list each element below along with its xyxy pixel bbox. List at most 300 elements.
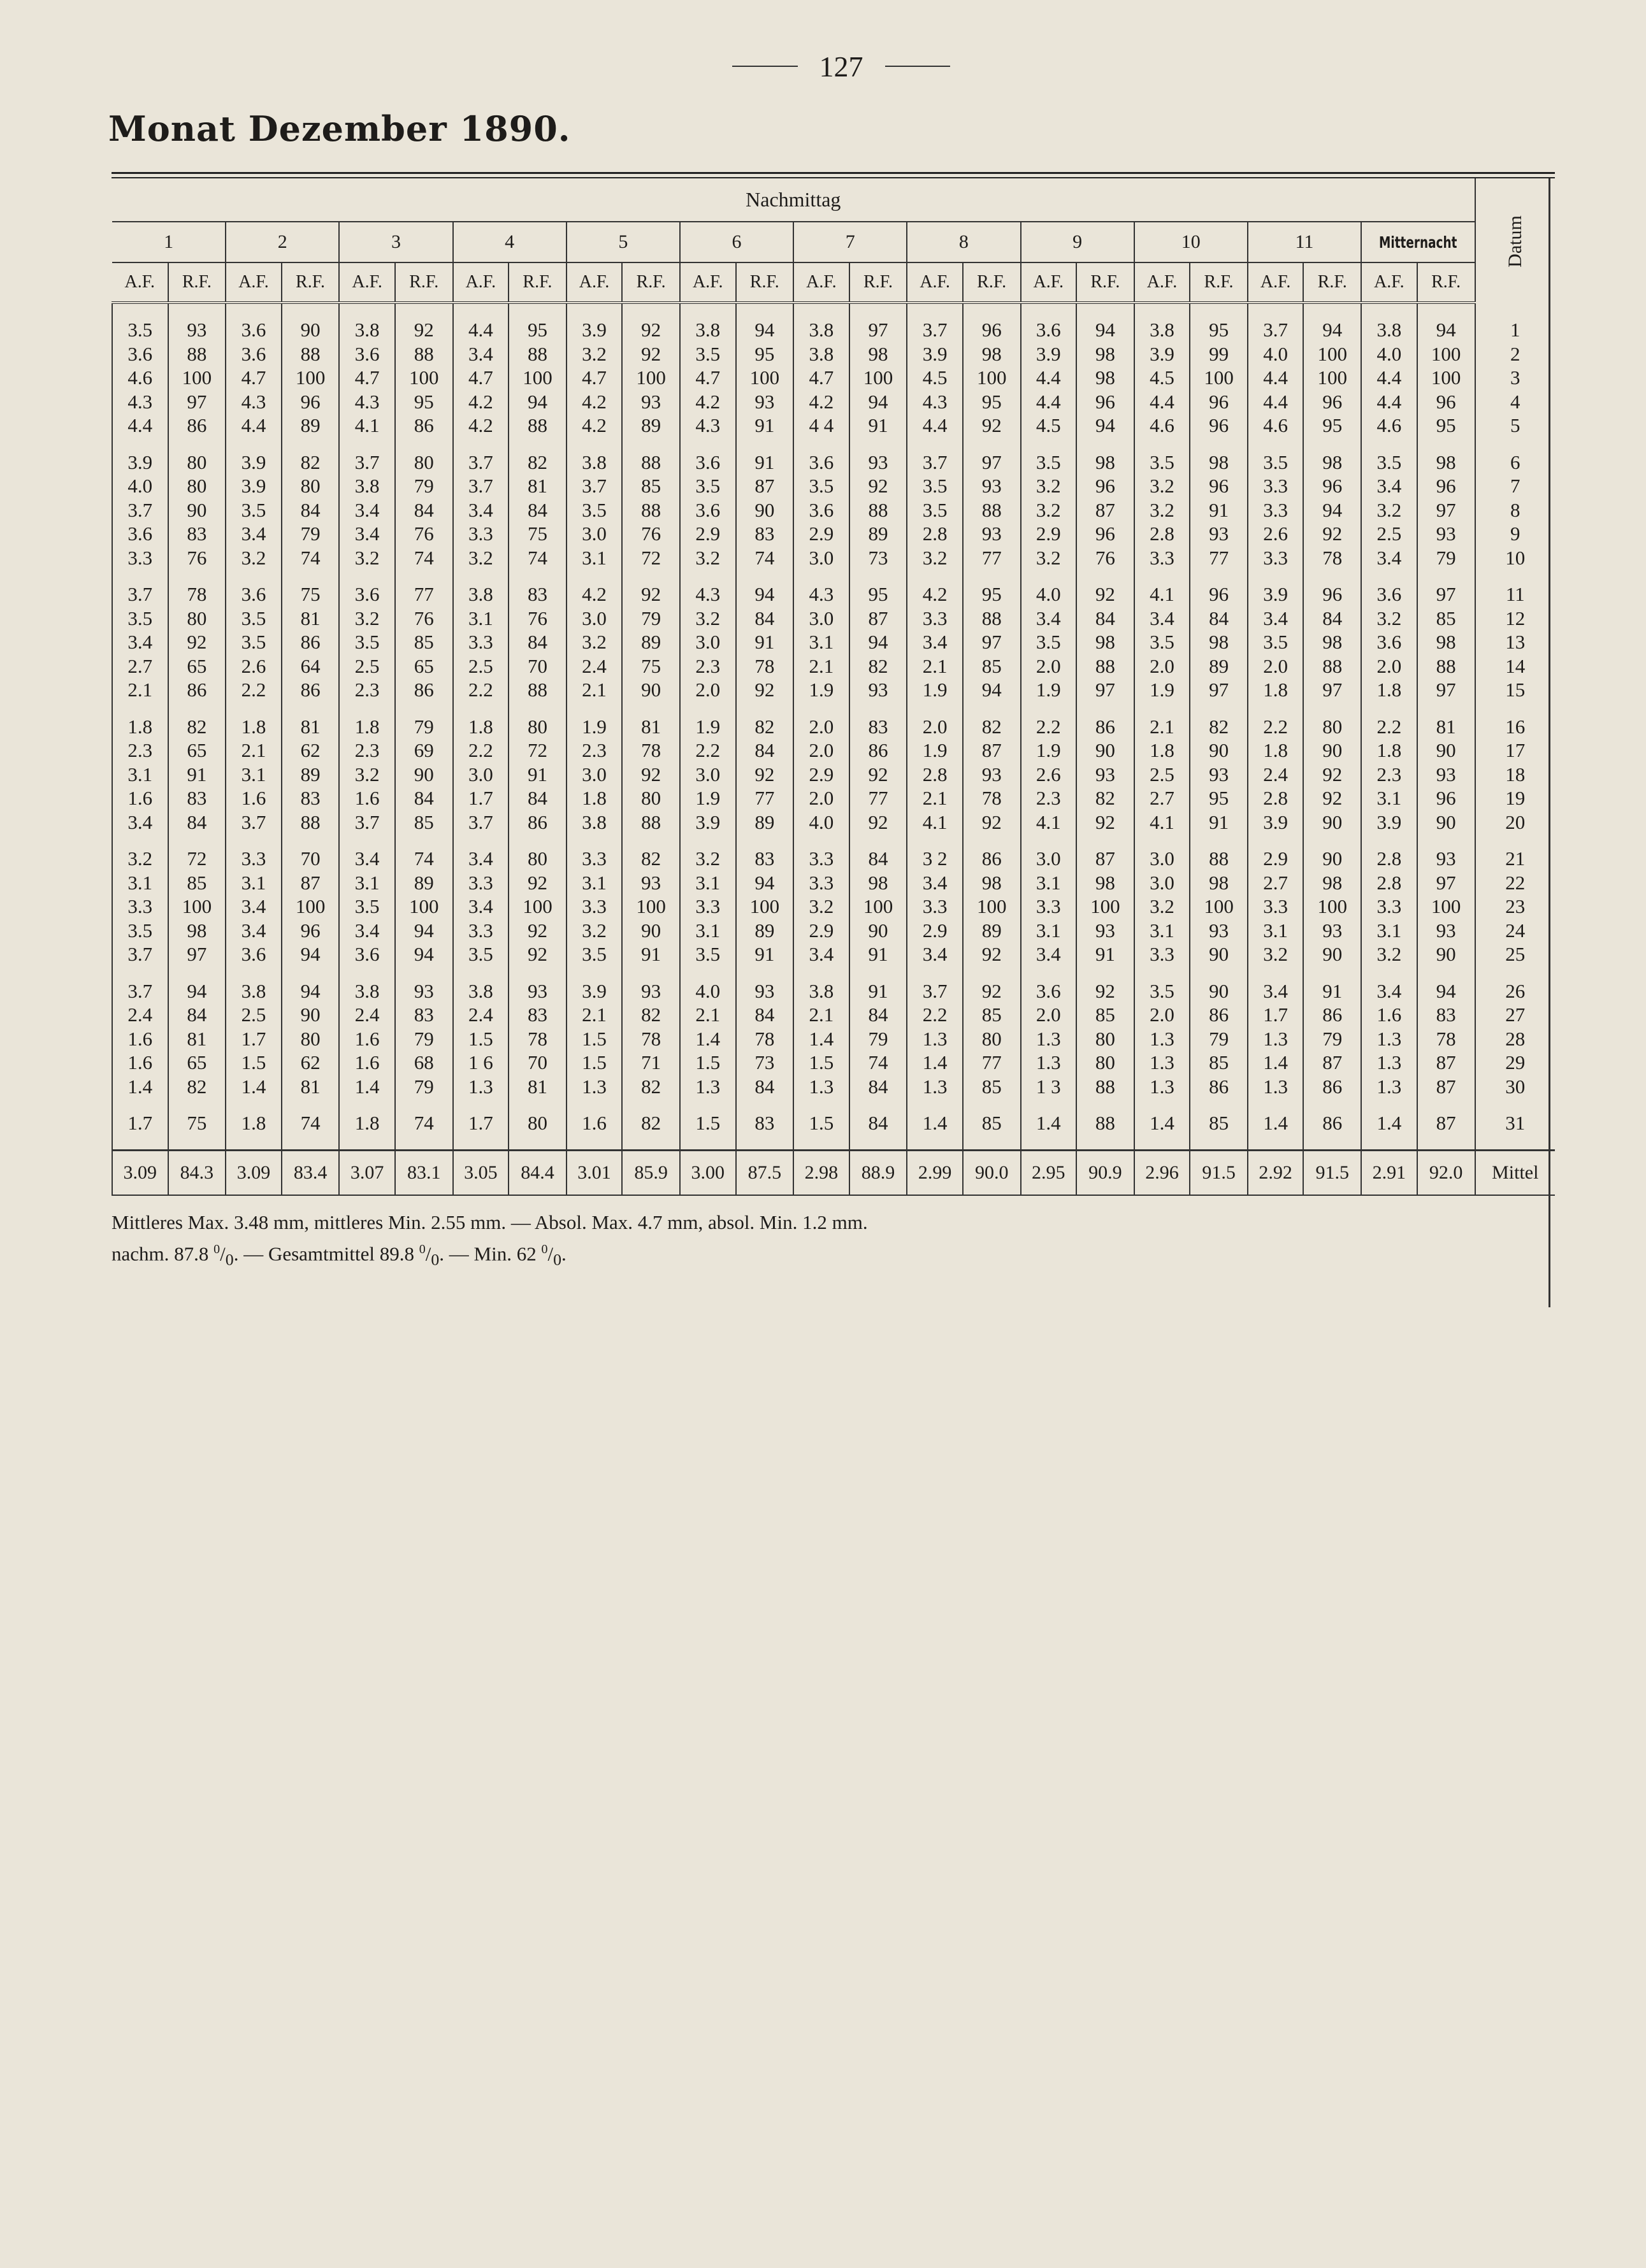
af-cell: 1.3 xyxy=(793,1075,849,1099)
rf-cell: 98 xyxy=(1417,450,1475,475)
rf-cell: 85 xyxy=(963,1003,1021,1027)
af-cell: 3.4 xyxy=(1021,606,1077,631)
rf-cell: 88 xyxy=(509,678,567,702)
af-cell: 2.5 xyxy=(226,1003,282,1027)
af-cell: 3.7 xyxy=(567,474,623,498)
rf-cell: 80 xyxy=(1303,715,1361,739)
af-cell: 3.8 xyxy=(339,979,395,1003)
rf-cell: 95 xyxy=(1303,413,1361,438)
af-cell: 3.7 xyxy=(907,450,963,475)
af-cell: 1.3 xyxy=(1134,1075,1190,1099)
af-mean-cell: 3.01 xyxy=(567,1150,623,1195)
rf-cell: 96 xyxy=(1076,474,1134,498)
spacer-row xyxy=(112,834,1555,847)
af-cell: 2.0 xyxy=(793,738,849,763)
hour-header-2: 2 xyxy=(226,222,339,262)
af-cell: 3.9 xyxy=(226,474,282,498)
group-header-nachmittag: Nachmittag xyxy=(112,178,1475,222)
rf-cell: 88 xyxy=(963,498,1021,522)
af-cell: 3.0 xyxy=(1134,871,1190,895)
rf-cell: 71 xyxy=(622,1051,680,1075)
rf-cell: 92 xyxy=(1303,522,1361,546)
af-cell: 1.5 xyxy=(453,1027,509,1051)
af-cell: 3.8 xyxy=(567,450,623,475)
rf-cell: 81 xyxy=(509,1075,567,1099)
rf-cell: 88 xyxy=(1076,654,1134,678)
af-cell: 3.5 xyxy=(680,942,736,966)
rf-cell: 100 xyxy=(509,894,567,919)
rf-cell: 96 xyxy=(1303,390,1361,414)
rf-cell: 93 xyxy=(395,979,453,1003)
rf-header-1: R.F. xyxy=(168,262,226,303)
af-cell: 1.9 xyxy=(680,715,736,739)
rf-mean-cell: 84.3 xyxy=(168,1150,226,1195)
rf-cell: 84 xyxy=(849,1111,907,1135)
rf-cell: 97 xyxy=(849,318,907,342)
table-row xyxy=(112,654,1555,678)
af-cell: 3.6 xyxy=(339,342,395,366)
hour-header-5: 5 xyxy=(567,222,680,262)
rf-cell: 80 xyxy=(963,1027,1021,1051)
af-cell: 3.3 xyxy=(1248,498,1304,522)
af-cell: 3.5 xyxy=(680,474,736,498)
af-cell: 3.8 xyxy=(453,582,509,606)
rf-cell: 94 xyxy=(509,390,567,414)
rf-cell: 78 xyxy=(622,738,680,763)
af-cell: 2.0 xyxy=(680,678,736,702)
page-title: Monat Dezember 1890. xyxy=(108,108,571,149)
rf-cell: 91 xyxy=(1303,979,1361,1003)
rf-cell: 82 xyxy=(963,715,1021,739)
af-cell: 1.8 xyxy=(339,715,395,739)
rf-cell: 65 xyxy=(168,654,226,678)
rf-cell: 79 xyxy=(282,522,340,546)
af-cell: 3.0 xyxy=(680,763,736,787)
af-cell: 1.7 xyxy=(453,1111,509,1135)
af-cell: 3.1 xyxy=(1361,919,1417,943)
rf-cell: 83 xyxy=(282,786,340,810)
af-cell: 3.2 xyxy=(226,546,282,570)
rf-header-11: R.F. xyxy=(1303,262,1361,303)
af-cell: 3.3 xyxy=(1248,546,1304,570)
rf-cell: 77 xyxy=(963,546,1021,570)
rf-cell: 85 xyxy=(963,1075,1021,1099)
af-mean-cell: 2.95 xyxy=(1021,1150,1077,1195)
af-cell: 1.9 xyxy=(1021,738,1077,763)
footnote-min: Min. 62 xyxy=(473,1242,537,1265)
rf-cell: 94 xyxy=(736,582,794,606)
af-cell: 1 3 xyxy=(1021,1075,1077,1099)
datum-cell: 28 xyxy=(1475,1027,1555,1051)
datum-cell: 11 xyxy=(1475,582,1555,606)
rf-cell: 98 xyxy=(849,871,907,895)
af-cell: 1.6 xyxy=(1361,1003,1417,1027)
af-cell: 1.5 xyxy=(567,1027,623,1051)
af-cell: 4.5 xyxy=(1021,413,1077,438)
rf-cell: 86 xyxy=(282,678,340,702)
af-cell: 3.5 xyxy=(567,498,623,522)
rf-header-10: R.F. xyxy=(1190,262,1248,303)
rf-cell: 81 xyxy=(1417,715,1475,739)
rf-cell: 86 xyxy=(168,678,226,702)
rf-cell: 74 xyxy=(509,546,567,570)
rf-cell: 95 xyxy=(1190,318,1248,342)
af-cell: 3.6 xyxy=(226,582,282,606)
rf-cell: 75 xyxy=(282,582,340,606)
af-cell: 3.3 xyxy=(793,847,849,871)
af-cell: 1.8 xyxy=(339,1111,395,1135)
af-cell: 3.3 xyxy=(793,871,849,895)
datum-cell: 6 xyxy=(1475,450,1555,475)
rf-cell: 89 xyxy=(282,413,340,438)
rf-cell: 88 xyxy=(282,810,340,835)
rf-cell: 86 xyxy=(168,413,226,438)
rf-cell: 97 xyxy=(1417,498,1475,522)
af-cell: 4.3 xyxy=(226,390,282,414)
rf-cell: 90 xyxy=(282,318,340,342)
rf-cell: 64 xyxy=(282,654,340,678)
rf-cell: 95 xyxy=(963,582,1021,606)
af-cell: 3.4 xyxy=(1248,606,1304,631)
af-cell: 3.9 xyxy=(1134,342,1190,366)
rf-cell: 81 xyxy=(509,474,567,498)
rf-cell: 82 xyxy=(282,450,340,475)
af-cell: 3.9 xyxy=(680,810,736,835)
hour-header-1: 1 xyxy=(112,222,226,262)
af-cell: 2.1 xyxy=(112,678,168,702)
table-row xyxy=(112,522,1555,546)
rf-mean-cell: 92.0 xyxy=(1417,1150,1475,1195)
rf-cell: 75 xyxy=(622,654,680,678)
rf-header-7: R.F. xyxy=(849,262,907,303)
rf-cell: 65 xyxy=(395,654,453,678)
af-cell: 3.2 xyxy=(1361,942,1417,966)
af-cell: 3.4 xyxy=(339,522,395,546)
rf-cell: 85 xyxy=(1190,1051,1248,1075)
rf-cell: 85 xyxy=(1417,606,1475,631)
af-cell: 2.2 xyxy=(1248,715,1304,739)
af-cell: 2.9 xyxy=(793,763,849,787)
rf-cell: 90 xyxy=(1303,847,1361,871)
af-cell: 2.0 xyxy=(1361,654,1417,678)
af-cell: 3.7 xyxy=(339,810,395,835)
rf-cell: 78 xyxy=(736,654,794,678)
af-cell: 1.5 xyxy=(680,1111,736,1135)
rf-cell: 77 xyxy=(736,786,794,810)
rf-cell: 86 xyxy=(1076,715,1134,739)
af-cell: 3.7 xyxy=(112,942,168,966)
spacer-row xyxy=(112,1098,1555,1111)
af-cell: 1.9 xyxy=(1021,678,1077,702)
af-cell: 1.7 xyxy=(1248,1003,1304,1027)
af-cell: 1.6 xyxy=(339,1027,395,1051)
af-cell: 3.3 xyxy=(907,606,963,631)
rf-header-4: R.F. xyxy=(509,262,567,303)
table-row xyxy=(112,678,1555,702)
af-cell: 2.1 xyxy=(226,738,282,763)
rf-cell: 100 xyxy=(1303,894,1361,919)
af-cell: 3.2 xyxy=(1361,498,1417,522)
percent-den: 0 xyxy=(225,1250,234,1269)
table-row xyxy=(112,474,1555,498)
hour-header-8: 8 xyxy=(907,222,1020,262)
af-cell: 3.7 xyxy=(339,450,395,475)
af-cell: 3.4 xyxy=(1021,942,1077,966)
af-cell: 2.1 xyxy=(567,678,623,702)
rf-cell: 87 xyxy=(1303,1051,1361,1075)
left-dash xyxy=(732,66,798,67)
rf-cell: 98 xyxy=(1417,630,1475,654)
af-cell: 4.7 xyxy=(226,366,282,390)
af-cell: 1.4 xyxy=(339,1075,395,1099)
rf-cell: 81 xyxy=(282,606,340,631)
af-cell: 1.8 xyxy=(1248,738,1304,763)
af-cell: 4.3 xyxy=(680,413,736,438)
rf-mean-cell: 91.5 xyxy=(1190,1150,1248,1195)
rf-cell: 100 xyxy=(849,894,907,919)
rf-cell: 95 xyxy=(395,390,453,414)
rf-cell: 91 xyxy=(736,630,794,654)
af-cell: 2.2 xyxy=(907,1003,963,1027)
af-cell: 3.6 xyxy=(1021,318,1077,342)
datum-cell: 16 xyxy=(1475,715,1555,739)
table-row xyxy=(112,546,1555,570)
rf-cell: 85 xyxy=(168,871,226,895)
rf-cell: 73 xyxy=(736,1051,794,1075)
af-cell: 2.4 xyxy=(1248,763,1304,787)
af-cell: 3.5 xyxy=(1248,450,1304,475)
af-cell: 3.6 xyxy=(112,522,168,546)
af-cell: 1.6 xyxy=(112,1027,168,1051)
af-cell: 4.2 xyxy=(793,390,849,414)
af-cell: 3.5 xyxy=(1361,450,1417,475)
af-cell: 4.0 xyxy=(1248,342,1304,366)
rf-cell: 98 xyxy=(963,342,1021,366)
percent-den-2: 0 xyxy=(431,1250,440,1269)
rf-cell: 79 xyxy=(395,715,453,739)
rf-cell: 97 xyxy=(963,450,1021,475)
table-row xyxy=(112,715,1555,739)
rf-cell: 88 xyxy=(509,342,567,366)
af-cell: 3.3 xyxy=(226,847,282,871)
af-cell: 3.4 xyxy=(907,871,963,895)
af-cell: 4.2 xyxy=(907,582,963,606)
rf-cell: 85 xyxy=(1076,1003,1134,1027)
af-cell: 3.5 xyxy=(112,919,168,943)
rf-cell: 84 xyxy=(509,786,567,810)
datum-cell: 2 xyxy=(1475,342,1555,366)
af-cell: 2.3 xyxy=(339,678,395,702)
af-cell: 2.1 xyxy=(680,1003,736,1027)
af-cell: 3.5 xyxy=(226,606,282,631)
af-cell: 1.3 xyxy=(1361,1075,1417,1099)
rf-cell: 65 xyxy=(168,738,226,763)
datum-cell: 13 xyxy=(1475,630,1555,654)
rf-cell: 76 xyxy=(509,606,567,631)
rf-cell: 62 xyxy=(282,1051,340,1075)
af-cell: 1.9 xyxy=(907,738,963,763)
af-cell: 1.8 xyxy=(453,715,509,739)
rf-cell: 76 xyxy=(395,606,453,631)
af-cell: 4.2 xyxy=(453,390,509,414)
rf-cell: 82 xyxy=(736,715,794,739)
af-cell: 4.7 xyxy=(453,366,509,390)
af-cell: 3.3 xyxy=(1134,942,1190,966)
af-cell: 3.2 xyxy=(112,847,168,871)
af-cell: 3.4 xyxy=(1248,979,1304,1003)
af-cell: 2.0 xyxy=(793,715,849,739)
rf-cell: 89 xyxy=(736,919,794,943)
af-cell: 1.5 xyxy=(226,1051,282,1075)
rf-cell: 78 xyxy=(1303,546,1361,570)
af-cell: 3.3 xyxy=(453,919,509,943)
rf-cell: 92 xyxy=(1303,786,1361,810)
rf-cell: 80 xyxy=(509,1111,567,1135)
rf-cell: 97 xyxy=(1417,871,1475,895)
rf-cell: 89 xyxy=(282,763,340,787)
af-mean-cell: 2.98 xyxy=(793,1150,849,1195)
rf-cell: 83 xyxy=(509,1003,567,1027)
af-cell: 4.5 xyxy=(907,366,963,390)
af-cell: 2.4 xyxy=(112,1003,168,1027)
rf-cell: 87 xyxy=(1417,1051,1475,1075)
af-cell: 4.3 xyxy=(793,582,849,606)
rf-cell: 82 xyxy=(622,1003,680,1027)
rf-cell: 93 xyxy=(963,522,1021,546)
rf-cell: 90 xyxy=(1076,738,1134,763)
rf-cell: 80 xyxy=(1076,1027,1134,1051)
rf-cell: 77 xyxy=(849,786,907,810)
af-header-2: A.F. xyxy=(226,262,282,303)
af-cell: 3.1 xyxy=(226,763,282,787)
af-cell: 3.7 xyxy=(907,979,963,1003)
rf-cell: 91 xyxy=(736,413,794,438)
rf-cell: 82 xyxy=(168,1075,226,1099)
af-cell: 3.5 xyxy=(1248,630,1304,654)
datum-cell: 23 xyxy=(1475,894,1555,919)
rf-cell: 87 xyxy=(736,474,794,498)
af-cell: 3.5 xyxy=(1021,630,1077,654)
rf-cell: 78 xyxy=(509,1027,567,1051)
rf-cell: 92 xyxy=(622,582,680,606)
af-cell: 3.8 xyxy=(793,979,849,1003)
rf-cell: 80 xyxy=(168,606,226,631)
af-cell: 3.3 xyxy=(1248,894,1304,919)
rf-cell: 74 xyxy=(282,1111,340,1135)
rf-cell: 83 xyxy=(395,1003,453,1027)
af-cell: 1.7 xyxy=(453,786,509,810)
humidity-table xyxy=(112,178,1555,1196)
af-cell: 4.3 xyxy=(680,582,736,606)
rf-cell: 98 xyxy=(1076,342,1134,366)
datum-cell: 26 xyxy=(1475,979,1555,1003)
af-cell: 3.6 xyxy=(680,498,736,522)
af-cell: 3.1 xyxy=(1361,786,1417,810)
af-cell: 2.1 xyxy=(793,654,849,678)
af-cell: 1.4 xyxy=(907,1051,963,1075)
rf-cell: 93 xyxy=(736,979,794,1003)
table-row xyxy=(112,810,1555,835)
af-cell: 3.9 xyxy=(1361,810,1417,835)
af-header-3: A.F. xyxy=(339,262,395,303)
rf-cell: 86 xyxy=(395,678,453,702)
rf-cell: 95 xyxy=(1190,786,1248,810)
rf-cell: 92 xyxy=(509,942,567,966)
spacer-row xyxy=(112,1135,1555,1151)
af-cell: 1.3 xyxy=(680,1075,736,1099)
rf-cell: 80 xyxy=(395,450,453,475)
af-cell: 3.5 xyxy=(112,318,168,342)
rf-cell: 86 xyxy=(1190,1075,1248,1099)
af-cell: 2.1 xyxy=(907,786,963,810)
rf-cell: 73 xyxy=(849,546,907,570)
rf-cell: 81 xyxy=(282,1075,340,1099)
af-cell: 1.9 xyxy=(1134,678,1190,702)
datum-cell: 31 xyxy=(1475,1111,1555,1135)
af-cell: 3.1 xyxy=(1021,871,1077,895)
rf-cell: 100 xyxy=(509,366,567,390)
af-cell: 1.9 xyxy=(793,678,849,702)
af-cell: 3 2 xyxy=(907,847,963,871)
af-cell: 2.9 xyxy=(793,919,849,943)
datum-cell: 17 xyxy=(1475,738,1555,763)
af-cell: 3.0 xyxy=(793,546,849,570)
af-cell: 3.2 xyxy=(1134,894,1190,919)
rf-mean-cell: 85.9 xyxy=(622,1150,680,1195)
af-cell: 3.8 xyxy=(226,979,282,1003)
table-row xyxy=(112,894,1555,919)
rf-cell: 83 xyxy=(509,582,567,606)
page-number-text: 127 xyxy=(819,50,863,83)
rf-cell: 87 xyxy=(963,738,1021,763)
rf-cell: 85 xyxy=(622,474,680,498)
af-header-4: A.F. xyxy=(453,262,509,303)
rf-cell: 100 xyxy=(963,366,1021,390)
af-cell: 4.7 xyxy=(680,366,736,390)
af-cell: 3.3 xyxy=(453,871,509,895)
rf-cell: 85 xyxy=(963,1111,1021,1135)
datum-cell: 21 xyxy=(1475,847,1555,871)
af-cell: 3.1 xyxy=(1021,919,1077,943)
af-cell: 1.8 xyxy=(1361,678,1417,702)
rf-cell: 91 xyxy=(736,942,794,966)
af-cell: 3.1 xyxy=(567,871,623,895)
percent-num-3: 0 xyxy=(541,1242,548,1256)
rf-cell: 100 xyxy=(1190,366,1248,390)
rf-mean-cell: 90.9 xyxy=(1076,1150,1134,1195)
rf-cell: 92 xyxy=(963,942,1021,966)
rf-cell: 83 xyxy=(849,715,907,739)
hour-header-12: Mitternacht xyxy=(1371,222,1464,262)
rf-cell: 81 xyxy=(282,715,340,739)
af-cell: 2.3 xyxy=(1021,786,1077,810)
datum-cell: 25 xyxy=(1475,942,1555,966)
af-cell: 3.0 xyxy=(1134,847,1190,871)
af-cell: 3.2 xyxy=(567,342,623,366)
rf-cell: 91 xyxy=(849,413,907,438)
rf-cell: 84 xyxy=(168,1003,226,1027)
af-cell: 3.7 xyxy=(226,810,282,835)
rf-cell: 97 xyxy=(168,390,226,414)
af-cell: 3.2 xyxy=(1134,474,1190,498)
rf-cell: 78 xyxy=(168,582,226,606)
rf-cell: 100 xyxy=(1190,894,1248,919)
af-cell: 2.4 xyxy=(567,654,623,678)
rf-cell: 93 xyxy=(168,318,226,342)
af-cell: 2.5 xyxy=(1134,763,1190,787)
datum-cell: 22 xyxy=(1475,871,1555,895)
af-cell: 1.4 xyxy=(1361,1111,1417,1135)
